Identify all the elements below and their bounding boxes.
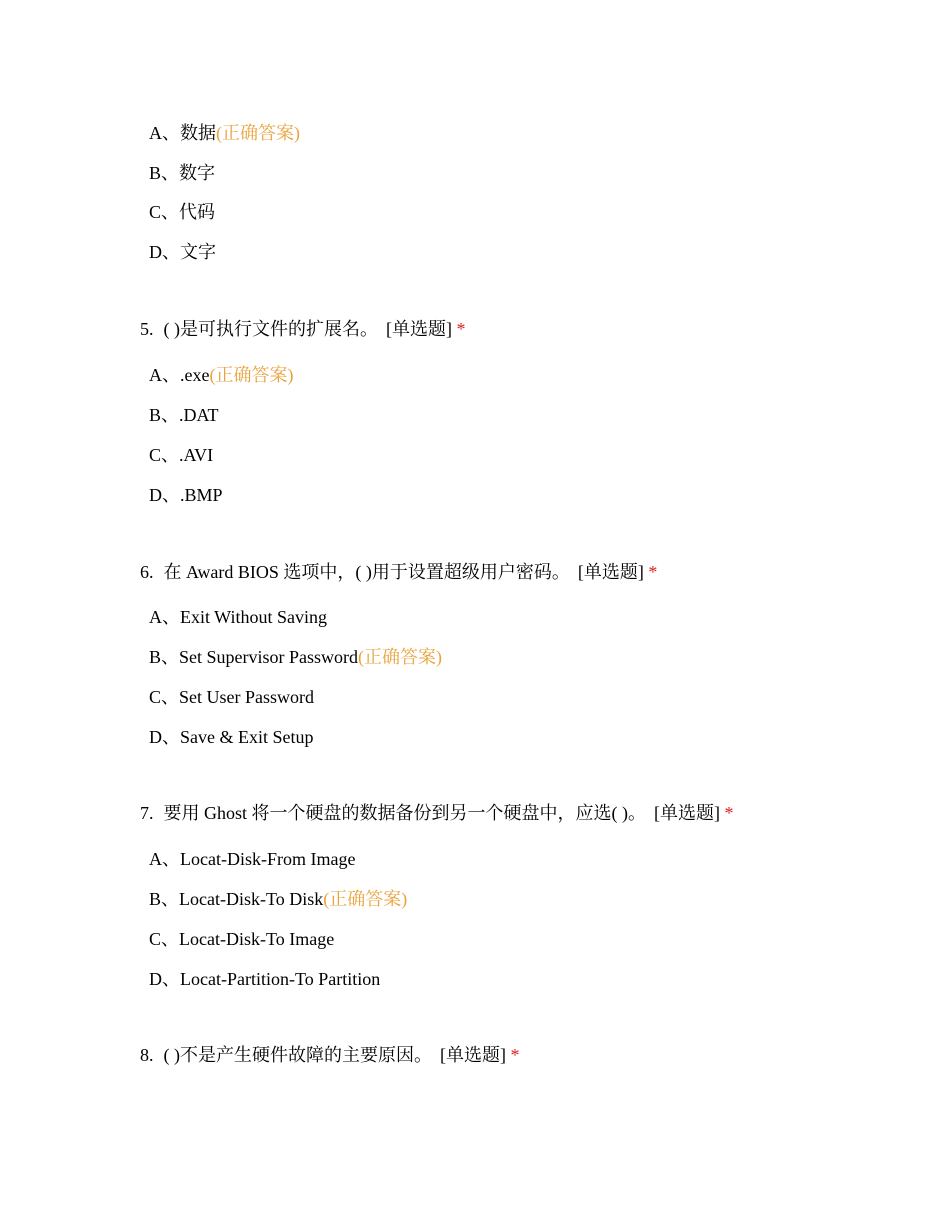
q4-option-a — [149, 121, 300, 145]
option-text: B、.DAT — [149, 405, 219, 425]
option-text: C、代码 — [149, 202, 216, 222]
q7-option-b — [149, 887, 407, 911]
option-text: D、Save & Exit Setup — [149, 727, 314, 747]
q7-option-a — [149, 847, 355, 871]
correct-answer-label: (正确答案) — [216, 123, 300, 143]
question-text: 要用 Ghost 将一个硬盘的数据备份到另一个硬盘中，应选( )。 — [163, 803, 646, 823]
q6-option-a — [149, 605, 327, 629]
question-type: [单选题] — [577, 562, 644, 582]
q4-option-b — [149, 161, 215, 185]
q5-option-c — [149, 443, 213, 467]
q7-option-c — [149, 927, 334, 951]
required-mark: * — [510, 1045, 520, 1065]
question-number: 7. — [140, 803, 154, 823]
required-mark: * — [648, 562, 658, 582]
q6-option-d — [149, 725, 314, 749]
q5-option-a — [149, 363, 293, 387]
question-type: [单选题] — [386, 319, 452, 339]
question-7 — [140, 801, 734, 825]
option-text: D、Locat-Partition-To Partition — [149, 969, 381, 989]
q5-option-b — [149, 403, 219, 427]
q6-option-b — [149, 645, 442, 669]
question-text: 在 Award BIOS 选项中，( )用于设置超级用户密码。 — [163, 562, 570, 582]
option-text: D、.BMP — [149, 485, 223, 505]
option-text: D、文字 — [149, 242, 216, 262]
question-number: 8. — [140, 1045, 154, 1065]
required-mark: * — [724, 803, 734, 823]
question-number: 6. — [140, 562, 154, 582]
q4-option-d — [149, 240, 216, 264]
option-text: C、Set User Password — [149, 687, 314, 707]
correct-answer-label: (正确答案) — [323, 889, 408, 909]
option-text: C、Locat-Disk-To Image — [149, 929, 335, 949]
option-text: B、Set Supervisor Password — [149, 647, 359, 667]
option-text: A、.exe — [149, 365, 210, 385]
option-text: A、数据 — [149, 123, 216, 143]
question-6 — [140, 560, 657, 584]
q5-option-d — [149, 483, 223, 507]
q7-option-d — [149, 967, 380, 991]
question-number: 5. — [140, 319, 154, 339]
question-type: [单选题] — [440, 1045, 506, 1065]
option-text: B、数字 — [149, 163, 216, 183]
option-text: A、Locat-Disk-From Image — [149, 849, 356, 869]
correct-answer-label: (正确答案) — [358, 647, 443, 667]
q4-option-c — [149, 200, 215, 224]
option-text: C、.AVI — [149, 445, 214, 465]
option-text: B、Locat-Disk-To Disk — [149, 889, 324, 909]
q6-option-c — [149, 685, 314, 709]
correct-answer-label: (正确答案) — [209, 365, 294, 385]
required-mark: * — [456, 319, 466, 339]
question-type: [单选题] — [654, 803, 720, 823]
question-text: ( )不是产生硬件故障的主要原因。 — [163, 1045, 432, 1065]
question-8 — [140, 1043, 520, 1067]
question-text: ( )是可执行文件的扩展名。 — [163, 319, 378, 339]
option-text: A、Exit Without Saving — [149, 607, 327, 627]
question-5 — [140, 317, 466, 341]
